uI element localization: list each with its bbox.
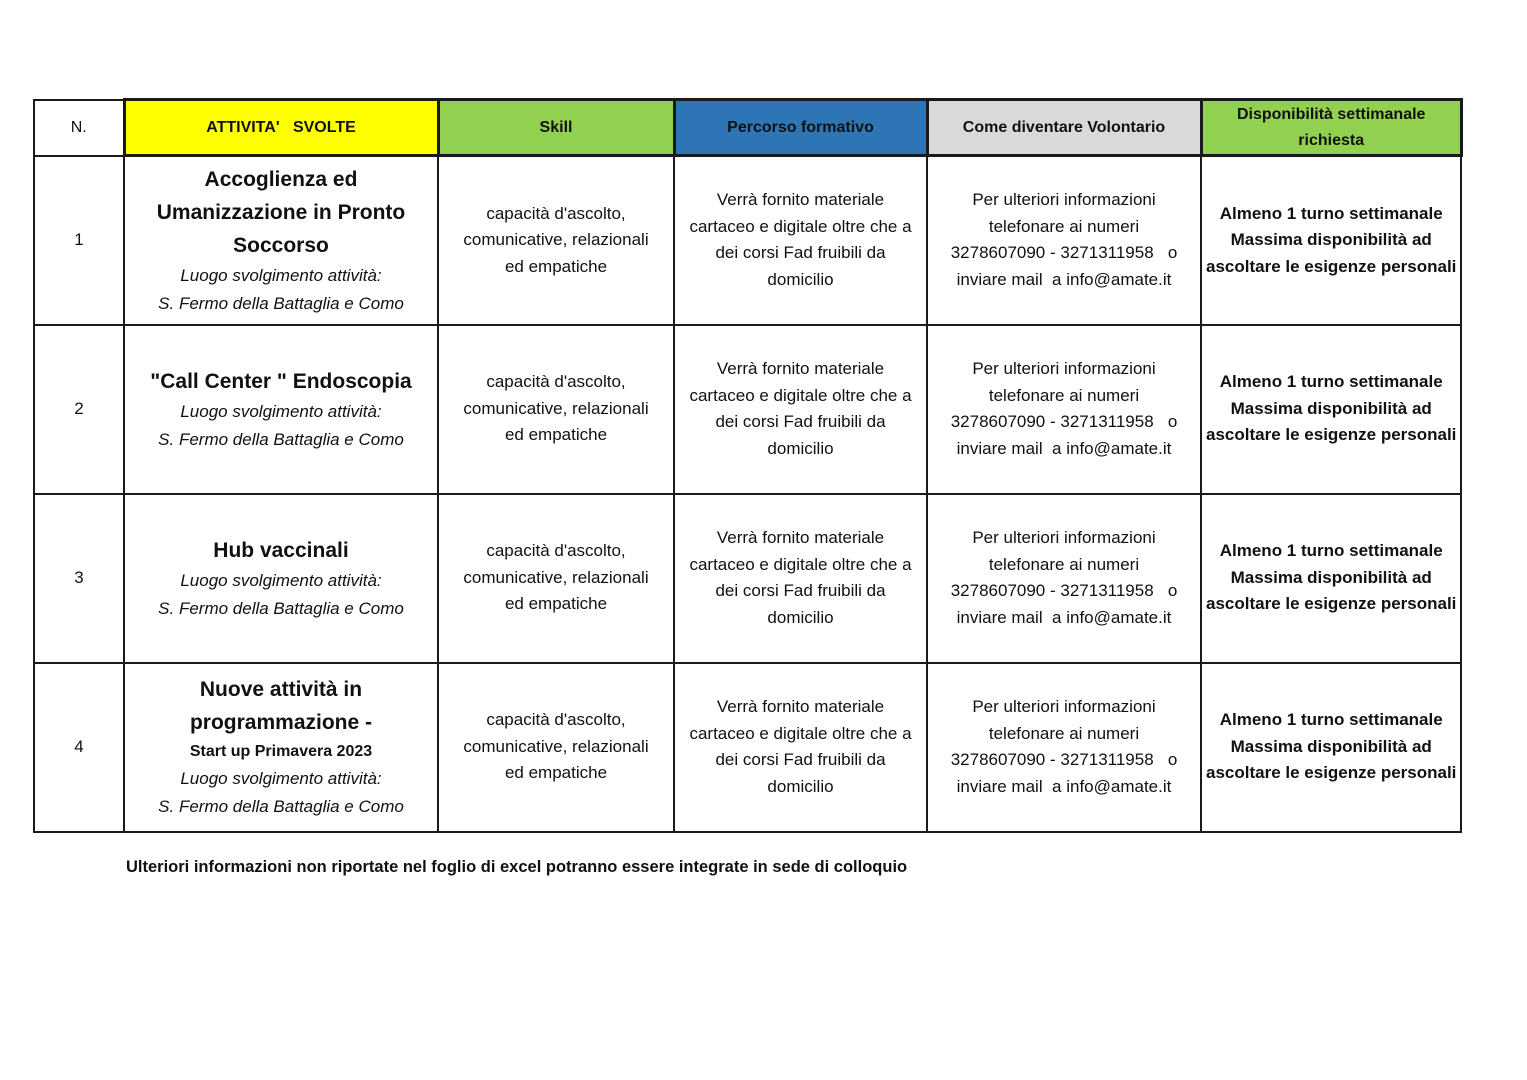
training-cell-line: cartaceo e digitale oltre che a [689,216,912,236]
training-cell-line: dei corsi Fad fruibili da [715,412,886,431]
activity-title: Nuove attività in [199,678,363,701]
activity-place: S. Fermo della Battaglia e Como [158,293,404,313]
skill-cell-line: comunicative, relazionali [463,230,649,249]
table-row [34,663,1461,832]
volunteer-info-cell-line: 3278607090 - 3271311958 o [950,750,1178,769]
training-cell [674,663,927,832]
volunteer-info-cell [927,156,1201,325]
availability-cell-line: Almeno 1 turno settimanale [1219,203,1443,223]
table-row [34,325,1461,494]
row-number: 4 [34,663,124,832]
header-training-path: Percorso formativo [674,100,927,156]
activity-place-label: Luogo svolgimento attività: [180,265,382,285]
activity-cell [124,494,438,663]
volunteer-info-cell-line: 3278607090 - 3271311958 o [950,581,1178,600]
availability-cell-line: ascoltare le esigenze personali [1206,594,1457,614]
volunteer-info-cell-line: telefonare ai numeri [988,216,1140,236]
footnote: Ulteriori informazioni non riportate nel foglio di excel potranno essere integrate in sede di colloquio [126,858,908,876]
activity-place-label: Luogo svolgimento attività: [180,570,382,590]
skill-cell-line: ed empatiche [504,763,608,783]
header-availability-line-2: richiesta [1298,131,1365,149]
activity-cell [124,156,438,325]
availability-cell-line: Massima disponibilità ad [1230,567,1432,587]
volunteer-info-cell-line: inviare mail a info@amate.it [956,776,1172,796]
availability-cell [1201,663,1461,832]
volunteer-info-cell-line: 3278607090 - 3271311958 o [950,412,1178,431]
volunteer-activities-table [33,98,1463,833]
training-cell-line: cartaceo e digitale oltre che a [689,723,912,743]
volunteer-info-cell-line: inviare mail a info@amate.it [956,438,1172,458]
skill-cell-line: comunicative, relazionali [463,398,649,418]
skill-cell-line: ed empatiche [504,425,608,445]
training-cell-line: domicilio [767,438,834,458]
availability-cell-line: Almeno 1 turno settimanale [1219,372,1443,392]
header-weekly-availability [1201,100,1461,156]
skill-cell-line: capacità d'ascolto, [486,372,626,392]
skill-cell-line: capacità d'ascolto, [486,710,626,730]
volunteer-info-cell-line: telefonare ai numeri [988,385,1140,405]
activity-title: Hub vaccinali [213,538,349,562]
training-cell-line: domicilio [767,776,834,796]
row-number: 2 [34,325,124,494]
training-cell-line: dei corsi Fad fruibili da [715,750,886,769]
availability-cell-line: ascoltare le esigenze personali [1206,763,1457,783]
skill-cell-line: ed empatiche [504,594,608,614]
activity-place-label: Luogo svolgimento attività: [180,769,382,788]
training-cell-line: Verrà fornito materiale [716,697,885,716]
activity-cell [124,325,438,494]
header-availability-line-1: Disponibilità settimanale [1236,105,1426,123]
volunteer-info-cell-line: Per ulteriori informazioni [972,528,1156,547]
activity-title: Accoglienza ed [204,167,358,191]
training-cell [674,156,927,325]
skill-cell [438,663,674,832]
training-cell-line: dei corsi Fad fruibili da [715,581,886,600]
training-cell [674,325,927,494]
training-cell-line: cartaceo e digitale oltre che a [689,554,912,574]
skill-cell-line: capacità d'ascolto, [486,203,626,223]
volunteer-info-cell-line: telefonare ai numeri [988,723,1140,743]
activity-title: Soccorso [233,233,329,257]
activity-title: "Call Center " Endoscopia [150,369,412,393]
skill-cell-line: comunicative, relazionali [463,567,649,587]
availability-cell-line: Massima disponibilità ad [1230,398,1432,418]
header-skill: Skill [438,100,674,156]
skill-cell-line: comunicative, relazionali [463,736,649,756]
header-activities: ATTIVITA' SVOLTE [124,100,438,156]
activity-place: S. Fermo della Battaglia e Como [158,797,404,816]
activity-place: S. Fermo della Battaglia e Como [158,429,404,449]
volunteer-info-cell [927,494,1201,663]
skill-cell-line: ed empatiche [504,256,608,276]
table-row [34,156,1461,325]
volunteer-info-cell [927,325,1201,494]
availability-cell-line: Almeno 1 turno settimanale [1219,541,1443,561]
activity-cell [124,663,438,832]
training-cell-line: domicilio [767,269,834,289]
skill-cell [438,325,674,494]
training-cell-line: cartaceo e digitale oltre che a [689,385,912,405]
training-cell-line: domicilio [767,607,834,627]
training-cell [674,494,927,663]
volunteer-info-cell-line: inviare mail a info@amate.it [956,269,1172,289]
training-cell-line: dei corsi Fad fruibili da [715,243,886,263]
activity-subtitle: Start up Primavera 2023 [189,743,373,760]
training-cell-line: Verrà fornito materiale [716,190,885,210]
availability-cell [1201,494,1461,663]
header-row [34,100,1461,156]
activity-title: Umanizzazione in Pronto [156,200,406,224]
activity-place-label: Luogo svolgimento attività: [180,401,382,421]
training-cell-line: Verrà fornito materiale [716,359,885,378]
row-number: 3 [34,494,124,663]
volunteer-info-cell-line: Per ulteriori informazioni [972,697,1156,716]
volunteer-info-cell-line: 3278607090 - 3271311958 o [950,243,1178,263]
header-number: N. [34,100,124,156]
activity-title: programmazione - [189,711,373,734]
availability-cell-line: ascoltare le esigenze personali [1206,425,1457,445]
skill-cell [438,494,674,663]
availability-cell-line: Almeno 1 turno settimanale [1219,710,1443,730]
availability-cell-line: ascoltare le esigenze personali [1206,256,1457,276]
row-number: 1 [34,156,124,325]
availability-cell [1201,325,1461,494]
training-cell-line: Verrà fornito materiale [716,528,885,547]
volunteer-info-cell-line: inviare mail a info@amate.it [956,607,1172,627]
availability-cell [1201,156,1461,325]
volunteer-info-cell-line: Per ulteriori informazioni [972,359,1156,378]
volunteer-info-cell-line: telefonare ai numeri [988,554,1140,574]
skill-cell [438,156,674,325]
volunteer-info-cell-line: Per ulteriori informazioni [972,190,1156,210]
availability-cell-line: Massima disponibilità ad [1230,736,1432,756]
header-how-to-volunteer: Come diventare Volontario [927,100,1201,156]
activity-place: S. Fermo della Battaglia e Como [158,598,404,618]
table-row [34,494,1461,663]
skill-cell-line: capacità d'ascolto, [486,541,626,561]
availability-cell-line: Massima disponibilità ad [1230,230,1432,249]
volunteer-info-cell [927,663,1201,832]
